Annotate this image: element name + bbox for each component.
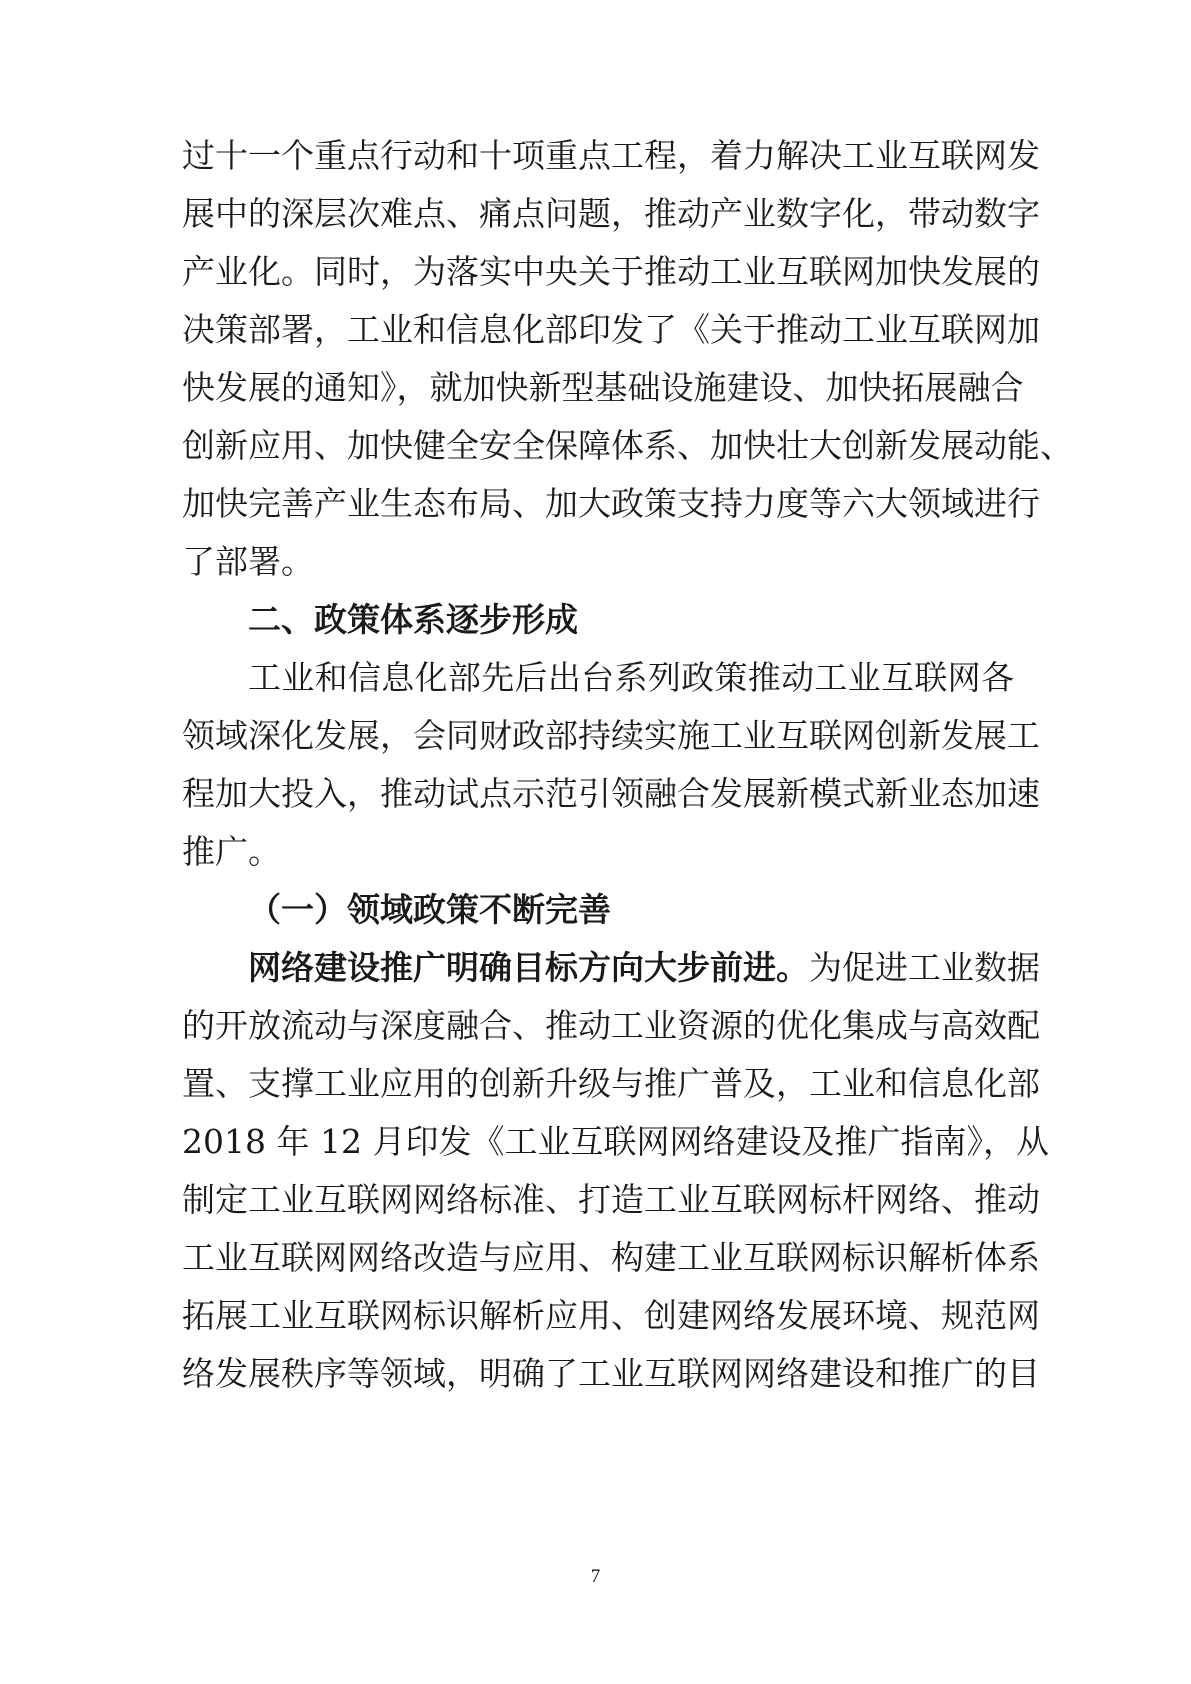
paragraph-line: 加快完善产业生态布局、加大政策支持力度等六大领域进行	[182, 484, 1040, 523]
paragraph-line: 产业化。同时，为落实中央关于推动工业互联网加快发展的	[182, 252, 1040, 291]
paragraph-line: 置、支撑工业应用的创新升级与推广普及，工业和信息化部	[182, 1064, 1040, 1103]
section-heading: 二、政策体系逐步形成	[248, 600, 578, 639]
paragraph-line: 展中的深层次难点、痛点问题，推动产业数字化，带动数字	[182, 194, 1040, 233]
paragraph-line: 工业互联网网络改造与应用、构建工业互联网标识解析体系	[182, 1238, 1040, 1277]
paragraph-line: 2018 年 12 月印发《工业互联网网络建设及推广指南》，从	[182, 1122, 1049, 1161]
paragraph-line: 工业和信息化部先后出台系列政策推动工业互联网各	[248, 658, 1014, 697]
paragraph-text: 为促进工业数据	[809, 948, 1040, 987]
paragraph-line: 领域深化发展，会同财政部持续实施工业互联网创新发展工	[182, 716, 1040, 755]
paragraph-line: 络发展秩序等领域，明确了工业互联网网络建设和推广的目	[182, 1354, 1040, 1393]
paragraph-line: 制定工业互联网网络标准、打造工业互联网标杆网络、推动	[182, 1180, 1040, 1219]
paragraph-line: 的开放流动与深度融合、推动工业资源的优化集成与高效配	[182, 1006, 1040, 1045]
paragraph-line: 快发展的通知》，就加快新型基础设施建设、加快拓展融合	[182, 368, 1024, 407]
paragraph-line: 程加大投入，推动试点示范引领融合发展新模式新业态加速	[182, 774, 1040, 813]
paragraph-lead-bold: 网络建设推广明确目标方向大步前进。	[248, 948, 809, 987]
paragraph-line: 推广。	[182, 832, 281, 871]
subsection-heading: （一）领域政策不断完善	[248, 890, 611, 929]
paragraph-line: 过十一个重点行动和十项重点工程，着力解决工业互联网发	[182, 136, 1040, 175]
paragraph-line: 拓展工业互联网标识解析应用、创建网络发展环境、规范网	[182, 1296, 1040, 1335]
paragraph-line: 决策部署，工业和信息化部印发了《关于推动工业互联网加	[182, 310, 1040, 349]
paragraph-line: 了部署。	[182, 542, 314, 581]
page-number: 7	[590, 1566, 601, 1587]
paragraph-line: 创新应用、加快健全安全保障体系、加快壮大创新发展动能、	[182, 426, 1073, 465]
paragraph-line	[248, 940, 1040, 996]
